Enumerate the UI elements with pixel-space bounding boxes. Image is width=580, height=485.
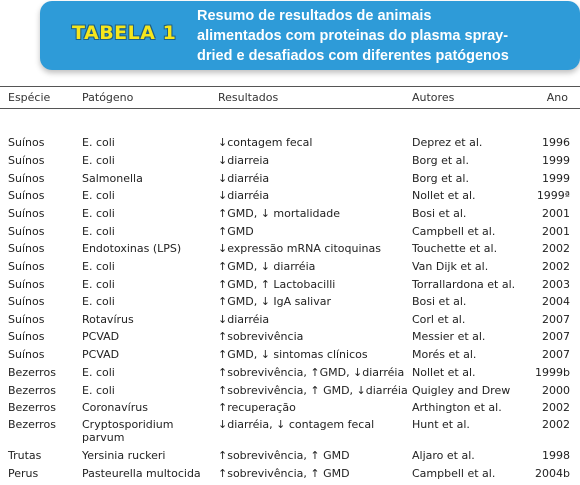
ano-cell: 2007 bbox=[542, 348, 570, 361]
patogeno-cell: Cryptosporidium bbox=[82, 418, 174, 431]
autores-cell: Arthington et al. bbox=[412, 401, 502, 414]
resultados-cell: ↑GMD, ↓ IgA salivar bbox=[218, 295, 332, 308]
table-row bbox=[0, 449, 580, 467]
patogeno-cell-line2: parvum bbox=[82, 431, 125, 444]
autores-cell: Quigley and Drew bbox=[412, 384, 511, 397]
table-row bbox=[0, 225, 580, 243]
resultados-cell: ↑GMD, ↓ mortalidade bbox=[218, 207, 341, 220]
patogeno-cell: PCVAD bbox=[82, 330, 120, 343]
patogeno-cell: Pasteurella multocida bbox=[82, 467, 201, 480]
autores-cell: Messier et al. bbox=[412, 330, 486, 343]
table-row bbox=[0, 348, 580, 366]
ano-cell: 2007 bbox=[542, 330, 570, 343]
table-title bbox=[197, 6, 567, 66]
patogeno-cell: E. coli bbox=[82, 154, 115, 167]
table-row bbox=[0, 330, 580, 348]
especie-cell: Bezerros bbox=[8, 401, 56, 414]
ano-cell: 2004 bbox=[542, 295, 570, 308]
ano-cell: 1999ª bbox=[536, 189, 570, 202]
table-row bbox=[0, 154, 580, 172]
table-row bbox=[0, 366, 580, 384]
header-autores: Autores bbox=[412, 91, 455, 104]
resultados-cell: ↓diarréia bbox=[218, 313, 270, 326]
patogeno-cell: Salmonella bbox=[82, 172, 143, 185]
ano-cell: 2001 bbox=[542, 225, 570, 238]
patogeno-cell: E. coli bbox=[82, 225, 115, 238]
resultados-cell: ↓diarréia bbox=[218, 189, 270, 202]
autores-cell: Campbell et al. bbox=[412, 225, 496, 238]
especie-cell: Suínos bbox=[8, 313, 45, 326]
table-row bbox=[0, 207, 580, 225]
especie-cell: Suínos bbox=[8, 278, 45, 291]
patogeno-cell: E. coli bbox=[82, 384, 115, 397]
table-row bbox=[0, 295, 580, 313]
table-row bbox=[0, 260, 580, 278]
autores-cell: Van Dijk et al. bbox=[412, 260, 489, 273]
table-row bbox=[0, 313, 580, 331]
autores-cell: Hunt et al. bbox=[412, 418, 470, 431]
resultados-cell: ↑GMD, ↓ sintomas clínicos bbox=[218, 348, 368, 361]
table-label: TABELA 1 bbox=[72, 22, 177, 44]
ano-cell: 1999b bbox=[535, 366, 570, 379]
patogeno-cell: E. coli bbox=[82, 189, 115, 202]
title-line-2: alimentados com proteinas do plasma spray- bbox=[197, 28, 509, 44]
autores-cell: Campbell et al. bbox=[412, 467, 496, 480]
autores-cell: Borg et al. bbox=[412, 154, 469, 167]
resultados-cell: ↑recuperação bbox=[218, 401, 296, 414]
especie-cell: Suínos bbox=[8, 189, 45, 202]
header-ano: Ano bbox=[546, 91, 568, 104]
ano-cell: 2000 bbox=[542, 384, 570, 397]
autores-cell: Corl et al. bbox=[412, 313, 466, 326]
autores-cell: Bosi et al. bbox=[412, 207, 467, 220]
table-row bbox=[0, 418, 580, 444]
ano-cell: 2002 bbox=[542, 418, 570, 431]
patogeno-cell: Rotavírus bbox=[82, 313, 134, 326]
especie-cell: Suínos bbox=[8, 242, 45, 255]
header-especie: Espécie bbox=[8, 91, 51, 104]
resultados-cell: ↑sobrevivência, ↑GMD, ↓diarréia bbox=[218, 366, 405, 379]
header-rule-bottom bbox=[0, 108, 580, 109]
ano-cell: 1999 bbox=[542, 154, 570, 167]
table-row bbox=[0, 172, 580, 190]
resultados-cell: ↓contagem fecal bbox=[218, 136, 313, 149]
resultados-cell: ↑GMD, ↑ Lactobacilli bbox=[218, 278, 336, 291]
table-row bbox=[0, 189, 580, 207]
especie-cell: Bezerros bbox=[8, 366, 56, 379]
especie-cell: Suínos bbox=[8, 348, 45, 361]
especie-cell: Suínos bbox=[8, 207, 45, 220]
resultados-cell: ↓diarréia bbox=[218, 172, 270, 185]
resultados-cell: ↑sobrevivência bbox=[218, 330, 304, 343]
patogeno-cell: E. coli bbox=[82, 295, 115, 308]
resultados-cell: ↑sobrevivência, ↑ GMD bbox=[218, 467, 350, 480]
table-row bbox=[0, 384, 580, 402]
title-line-1: Resumo de resultados de animais bbox=[197, 8, 432, 24]
autores-cell: Aljaro et al. bbox=[412, 449, 475, 462]
ano-cell: 2002 bbox=[542, 242, 570, 255]
especie-cell: Suínos bbox=[8, 295, 45, 308]
patogeno-cell: PCVAD bbox=[82, 348, 120, 361]
especie-cell: Suínos bbox=[8, 172, 45, 185]
resultados-cell: ↓expressão mRNA citoquinas bbox=[218, 242, 381, 255]
ano-cell: 2004b bbox=[535, 467, 570, 480]
ano-cell: 1999 bbox=[542, 172, 570, 185]
resultados-cell: ↑GMD, ↓ diarréia bbox=[218, 260, 316, 273]
resultados-cell: ↑sobrevivência, ↑ GMD, ↓diarréia bbox=[218, 384, 408, 397]
especie-cell: Perus bbox=[8, 467, 39, 480]
table-row bbox=[0, 278, 580, 296]
autores-cell: Nollet et al. bbox=[412, 366, 476, 379]
ano-cell: 2007 bbox=[542, 313, 570, 326]
resultados-cell: ↑sobrevivência, ↑ GMD bbox=[218, 449, 350, 462]
patogeno-cell: Endotoxinas (LPS) bbox=[82, 242, 182, 255]
header-resultados: Resultados bbox=[218, 91, 279, 104]
especie-cell: Trutas bbox=[8, 449, 42, 462]
table-row bbox=[0, 242, 580, 260]
title-line-3: dried e desafiados com diferentes patógenos bbox=[197, 48, 509, 64]
patogeno-cell: E. coli bbox=[82, 207, 115, 220]
table-row bbox=[0, 401, 580, 419]
autores-cell: Torrallardona et al. bbox=[412, 278, 516, 291]
especie-cell: Suínos bbox=[8, 260, 45, 273]
resultados-cell: ↓diarreia bbox=[218, 154, 270, 167]
patogeno-cell: E. coli bbox=[82, 366, 115, 379]
header-patogeno: Patógeno bbox=[82, 91, 134, 104]
patogeno-cell: E. coli bbox=[82, 136, 115, 149]
patogeno-cell: E. coli bbox=[82, 260, 115, 273]
especie-cell: Suínos bbox=[8, 154, 45, 167]
table-row bbox=[0, 467, 580, 485]
autores-cell: Bosi et al. bbox=[412, 295, 467, 308]
patogeno-cell: E. coli bbox=[82, 278, 115, 291]
header-rule-top bbox=[0, 86, 580, 87]
especie-cell: Suínos bbox=[8, 225, 45, 238]
resultados-cell: ↑GMD bbox=[218, 225, 254, 238]
autores-cell: Nollet et al. bbox=[412, 189, 476, 202]
patogeno-cell: Yersinia ruckeri bbox=[82, 449, 166, 462]
ano-cell: 2002 bbox=[542, 401, 570, 414]
ano-cell: 1998 bbox=[542, 449, 570, 462]
patogeno-cell: Coronavírus bbox=[82, 401, 148, 414]
resultados-cell: ↓diarréia, ↓ contagem fecal bbox=[218, 418, 375, 431]
autores-cell: Touchette et al. bbox=[412, 242, 498, 255]
ano-cell: 1996 bbox=[542, 136, 570, 149]
especie-cell: Bezerros bbox=[8, 384, 56, 397]
ano-cell: 2003 bbox=[542, 278, 570, 291]
especie-cell: Suínos bbox=[8, 136, 45, 149]
autores-cell: Morés et al. bbox=[412, 348, 477, 361]
autores-cell: Deprez et al. bbox=[412, 136, 483, 149]
ano-cell: 2002 bbox=[542, 260, 570, 273]
ano-cell: 2001 bbox=[542, 207, 570, 220]
especie-cell: Bezerros bbox=[8, 418, 56, 431]
table-row bbox=[0, 136, 580, 154]
especie-cell: Suínos bbox=[8, 330, 45, 343]
autores-cell: Borg et al. bbox=[412, 172, 469, 185]
